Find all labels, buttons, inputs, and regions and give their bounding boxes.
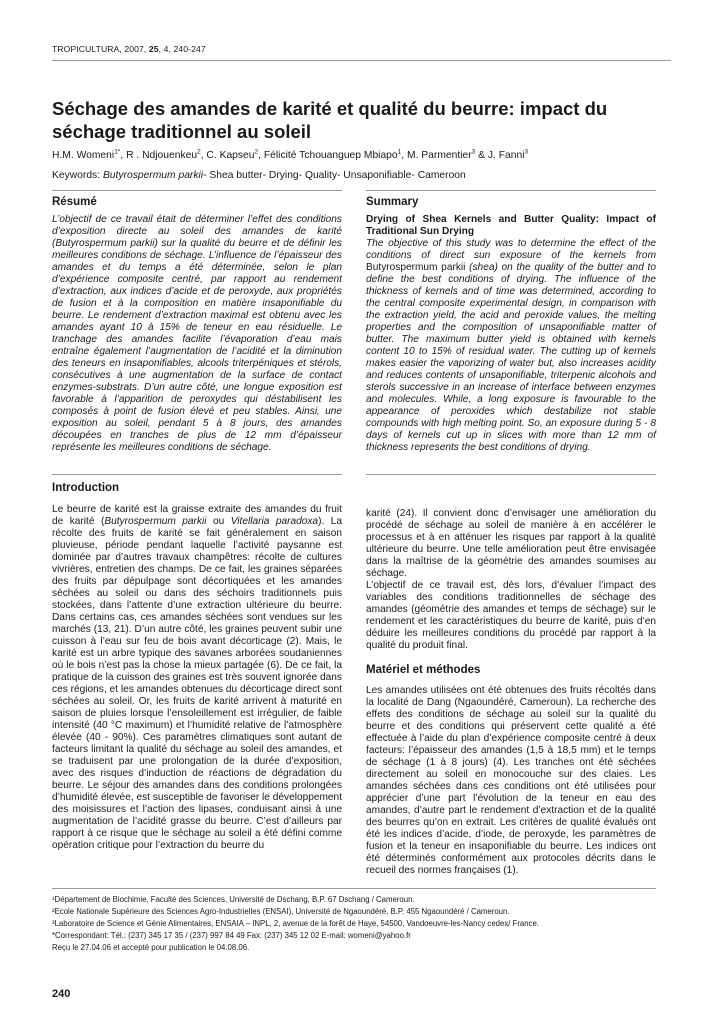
- journal-citation: TROPICULTURA, 2007, 25, 4, 240-247: [52, 44, 206, 54]
- footnote-affiliation-2: ²Ecole Nationale Supérieure des Sciences Agro-Industrielles (ENSAI), Université de Ngaoundéré, B.P. 455 Ngaoundéré / Cameroun.: [52, 907, 510, 916]
- footnote-affiliation-1: ¹Département de Biochimie, Faculté des Sciences, Université de Dschang, B.P. 67 Dschang / Cameroun.: [52, 895, 415, 904]
- author: M. Parmentier$^3$ &: [407, 149, 488, 162]
- footnote-received: Reçu le 27.04.06 et accepté pour publication le 04.08.06.: [52, 943, 250, 952]
- author: J. Fanni$^3$: [487, 149, 529, 162]
- author: R . Ndjouenkeu$^2$,: [126, 149, 207, 162]
- resume-bottom-rule: [52, 474, 342, 475]
- author-list: [52, 149, 672, 161]
- summary-top-rule: [366, 190, 656, 191]
- footnote-affiliation-3: ³Laboratoire de Science et Génie Alimentaires, ENSAIA – INPL, 2, avenue de la forêt de Haye, 54500, Vandoeuvre-les-Nancy cedex/ France.: [52, 919, 540, 928]
- page-number: 240: [52, 988, 71, 1000]
- footnote-correspondent: *Correspondant: Tél.: (237) 345 17 35 / (237) 997 84 49 Fax: (237) 345 12 02 E-mail: womeni@yahoo.fr: [52, 931, 411, 940]
- introduction-col2-para2: L’objectif de ce travail est, dès lors, d’évaluer l’impact des variables des conditions traditionnelles de séchage des amandes (géométrie des amandes et temps de séchage) sur le rendement et les caractéristiques du beurre de karité, puis d’en déduire les meilleures conditions du procédé par rapport à la qualité du produit final.: [366, 580, 656, 651]
- methods-text: Les amandes utilisées ont été obtenues des fruits récoltés dans la localité de Dang (Ngaoundéré, Cameroun). La recherche des effets des conditions de séchage au soleil sur la qualité du beurre et des conditions qui préservent cette qualité a été effectuée à l’aide du plan d’expérience composite centré à deux facteurs: l’épaisseur des amandes (1,5 à 18,5 mm) et le temps de séchage (1 à 8 jours) (4). Les tranches ont été séchées directement au soleil en monocouche sur des claies. Les amandes séchées dans ces conditions ont été utilisées pour apprécier d’une part l’évolution de la teneur en eau des amandes, d’autre part le rendement d’extraction et de la qualité des beurres qu’on en extrait. Les critères de qualité évalués ont été les indices d’acide, d’iode, de peroxyde, les paramètres de fusion et la teneur en insaponifiable du beurre. Les indices ont été déterminés conformément aux protocoles décrits dans le recueil des normes françaises (1).: [366, 685, 656, 876]
- summary-subtitle: Drying of Shea Kernels and Butter Quality: Impact of Traditional Sun Drying: [366, 214, 656, 237]
- summary-heading: Summary: [366, 196, 419, 208]
- article-title: Séchage des amandes de karité et qualité du beurre: impact du séchage traditionnel au soleil: [52, 98, 608, 142]
- footnote-rule: [52, 888, 656, 889]
- author: Félicité Tchouanguep Mbiapo$^1$,: [263, 149, 407, 162]
- resume-text: L’objectif de ce travail était de déterminer l’effet des conditions d’exposition directe au soleil des amandes de karité (Butyrospermum parkii) sur la qualité du beurre et de définir les meilleures conditions de séchage. L’influence de l’épaisseur des amandes et du temps a été déterminée, selon le plan d’expérience composite centré, par rapport au rendement d’extraction, aux indices d’acide et de peroxyde, aux propriétés de fusion et à la composition en matière insaponifiable du beurre. Le rendement d’extraction maximal est obtenu avec les amandes ayant 10 à 15% de teneur en eau résiduelle. Le tranchage des amandes facilite l’évaporation d’eau mais entraîne également l’augmentation de l’acidité et la diminution des teneurs en insaponifiables, alcools triterpéniques et stérols, consécutives à une augmentation de la surface de contact enzymes-substrats. D’un autre côté, une longue exposition est favorable à l’apparition de peroxydes qui déstabilisent les composés à point de fusion élevé et peu stables. Ainsi, une exposition au soleil, pendant 5 à 8 jours, des amandes découpées en tranches de plus de 12 mm d’épaisseur représente les meilleures conditions de séchage.: [52, 214, 342, 453]
- summary-bottom-rule: [366, 474, 656, 475]
- introduction-heading: Introduction: [52, 482, 120, 494]
- methods-heading: Matériel et méthodes: [366, 664, 481, 676]
- resume-heading: Résumé: [52, 196, 97, 208]
- keywords: Keywords: Butyrospermum parkii- Shea butter- Drying- Quality- Unsaponifiable- Cameroon: [52, 170, 466, 181]
- header-rule: [52, 60, 671, 61]
- introduction-col1-text: Le beurre de karité est la graisse extraite des amandes du fruit de karité (Butyrospermum parkii ou Vitellaria paradoxa). La récolte des fruits de karité se fait généralement en saison pluvieuse, période pendant laquelle l’activité paysanne est dominée par d’autres travaux champêtres: récolte de cultures vivrières, entretien des champs. De ce fait, les graines séparées des fruits par dépulpage sont décortiquées et les amandes séchées au soleil ou dans des séchoirs traditionnels puis stockées, dans l’attente d’une extraction ultérieure du beurre. Dans certains cas, ces amandes séchées sont vendues sur les marchés (13, 21). D’un autre côté, les graines peuvent subir une cuisson à l’eau sur feu de bois avant décorticage (2). Mais, le karité est un arbre typique des savanes arborées soudaniennes où le bois n’est pas la chose la mieux partagée (6). De ce fait, la pratique de la cuisson des graines est très souvent ignorée dans ces régions, et les amandes obtenues du décorticage direct sont séchées au soleil. Or, les fruits de karité arrivent à maturité en saison de pluies lorsque l’ensoleillement est irrégulier, de faible intensité (40 °C maximum) et l’humidité relative de l’atmosphère élevée (40 - 90%). Ces paramètres climatiques sont autant de facteurs limitant la qualité du séchage au soleil des amandes, et se traduisent par une prolongation de la durée d’exposition, avec des risques d’induction de réactions de dégradation du beurre. Le séjour des amandes dans des conditions prolongées d’humidité élevée, est susceptible de favoriser le développement des moisissures et l’action des lipases, conduisant ainsi à une augmentation de l’acidité grasse du beurre. C’est d’ailleurs par rapport à ce risque que le séchage au soleil a été défini comme opération critique pour l’extraction du beurre du: [52, 504, 343, 851]
- author: H.M. Womeni$^{1*}$,: [52, 149, 127, 162]
- introduction-col2-para1: karité (24). Il convient donc d’envisager une amélioration du procédé de séchage au soleil de manière à en accélérer le processus et à en atténuer les risques par rapport à la qualité ultérieure du beurre. Une telle amélioration peut être envisagée dans la maîtrise de la géométrie des amandes soumises au séchage.: [366, 508, 656, 579]
- author: C. Kapseu$^2$,: [206, 149, 264, 162]
- summary-text: The objective of this study was to determine the effect of the conditions of direct sun exposure of the kernels from Butyrospermum parkii (shea) on the quality of the butter and to define the best conditions of drying. The influence of the thickness of kernels and of time was determined, according to the central composite experimental design, in comparison with the extraction yield, the acid and peroxide values, the melting properties and the composition of unsaponifiable matter of butter. The maximum butter yield is obtained with kernels content 10 to 15% of residual water. The cutting up of kernels makes easier the vaporizing of water but, also increases acidity and reduces contents of unsaponifiable, triterpenic alcohols and sterols successive in an increase of interface between enzymes and molecules. While, a long exposure is favourable to the appearance of peroxides which destabilize not stable compounds with high melting point. So, an exposure during 5 - 8 days of kernels cut up in slices with more than 12 mm of thickness represents the best conditions of drying.: [366, 238, 656, 453]
- resume-top-rule: [52, 190, 342, 191]
